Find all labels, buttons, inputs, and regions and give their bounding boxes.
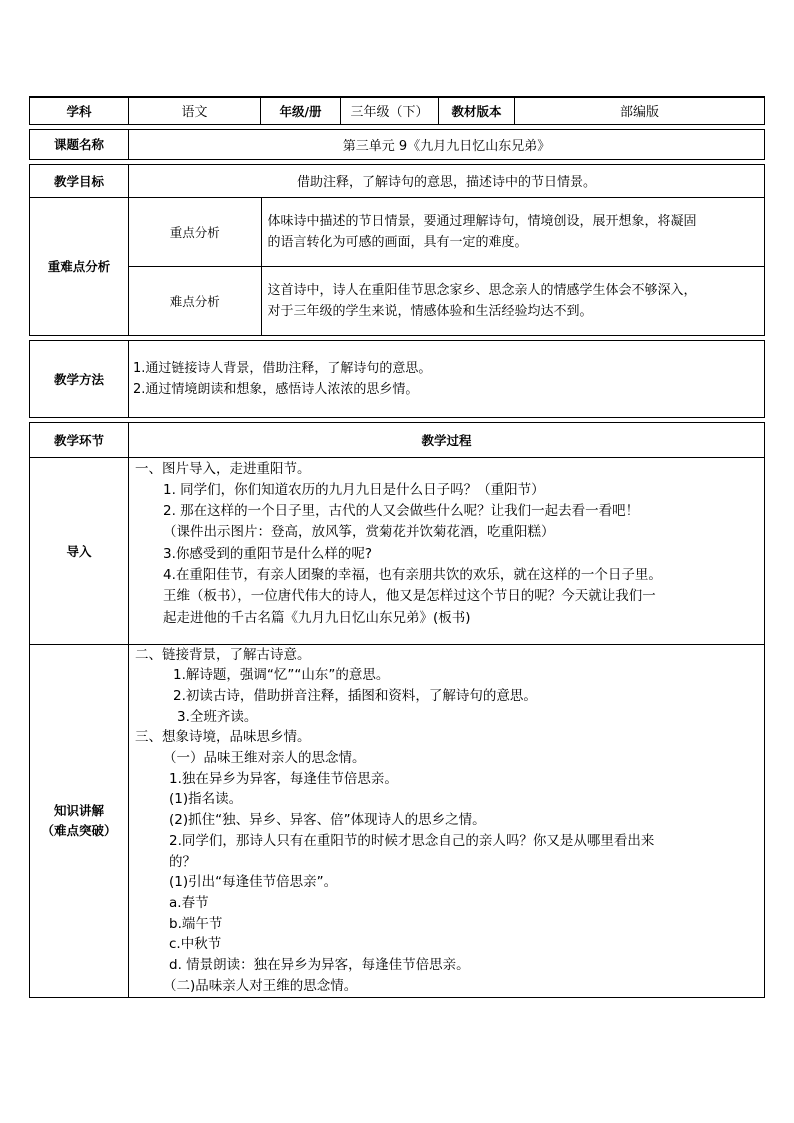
edition-label: 教材版本 — [439, 97, 515, 124]
subject-label: 学科 — [30, 97, 129, 124]
header-row — [30, 97, 765, 124]
methods-text: 1.通过链接诗人背景，借助注释，了解诗句的意思。 2.通过情境朗读和想象，感悟诗人浓浓的思乡情。 — [129, 340, 765, 417]
process-header-row — [30, 422, 765, 457]
lesson-plan-sheet — [29, 96, 764, 998]
focus-text: 体味诗中描述的节日情景，要通过理解诗句，情境创设，展开想象，将凝固 的语言转化为可感的画面，具有一定的难度。 — [267, 213, 697, 250]
focus-label: 重点分析 — [129, 198, 261, 267]
grade-label: 年级/册 — [261, 97, 341, 124]
difficulty-text: 这首诗中，诗人在重阳佳节思念家乡、思念亲人的情感学生体会不够深入， 对于三年级的学生来说，情感体验和生活经验均达不到。 — [261, 266, 764, 335]
key-points-inner — [129, 198, 764, 335]
methods-row — [30, 340, 765, 417]
edition-value: 部编版 — [515, 97, 765, 124]
intro-label: 导入 — [30, 457, 129, 644]
lesson-plan-table — [29, 96, 765, 998]
objective-row — [30, 164, 765, 197]
knowledge-text: 二、链接背景，了解古诗意。 1.解诗题，强调“忆”“山东”的意思。 2.初读古诗，借助拼音注释，插图和资料，了解诗句的意思。 3.全班齐读。 三、想象诗境，品味思乡情。 （一）品味王维对亲人的思念情。 1.独在异乡为异客，每逢佳节倍思亲。 (1)指名读。 (2)抓住“独、异乡、异客、倍”体现诗人的思乡之情。 2.同学们，那诗人只有在重阳节的时候才思念自己的亲人吗？你又是从哪里看出来 的？ (1)引出“每逢佳节倍思亲”。 a.春节 b.端午节 c.中秋节 d. 情景朗读：独在异乡为异客，每逢佳节倍思亲。 （二)品味亲人对王维的思念情。 — [129, 644, 765, 997]
lesson-value: 第三单元 9《九月九日忆山东兄弟》 — [129, 129, 765, 159]
grade-value: 三年级（下） — [341, 97, 439, 124]
intro-text: 一、图片导入，走进重阳节。 1. 同学们，你们知道农历的九月九日是什么日子吗？（重阳节） 2. 那在这样的一个日子里，古代的人又会做些什么呢？让我们一起去看一看吧！ （课件出示图片：登高，放风筝，赏菊花并饮菊花酒，吃重阳糕） 3.你感受到的重阳节是什么样的呢? 4.在重阳佳节，有亲人团聚的幸福，也有亲朋共饮的欢乐，就在这样的一个日子里。 王维（板书），一位唐代伟大的诗人，他又是怎样过这个节日的呢？今天就让我们一 起走进他的千古名篇《九月九日忆山东兄弟》(板书) — [129, 457, 765, 644]
subject-value: 语文 — [129, 97, 261, 124]
process-label: 教学过程 — [129, 422, 765, 457]
lesson-label: 课题名称 — [30, 129, 129, 159]
knowledge-label: 知识讲解 （难点突破） — [30, 644, 129, 997]
intro-row — [30, 457, 765, 644]
objective-label: 教学目标 — [30, 164, 129, 197]
key-points-row — [30, 197, 765, 335]
lesson-row — [30, 129, 765, 159]
stage-label: 教学环节 — [30, 422, 129, 457]
knowledge-row — [30, 644, 765, 997]
objective-value: 借助注释，了解诗句的意思，描述诗中的节日情景。 — [129, 164, 765, 197]
key-points-label: 重难点分析 — [30, 197, 129, 335]
methods-label: 教学方法 — [30, 340, 129, 417]
difficulty-label: 难点分析 — [129, 266, 261, 335]
